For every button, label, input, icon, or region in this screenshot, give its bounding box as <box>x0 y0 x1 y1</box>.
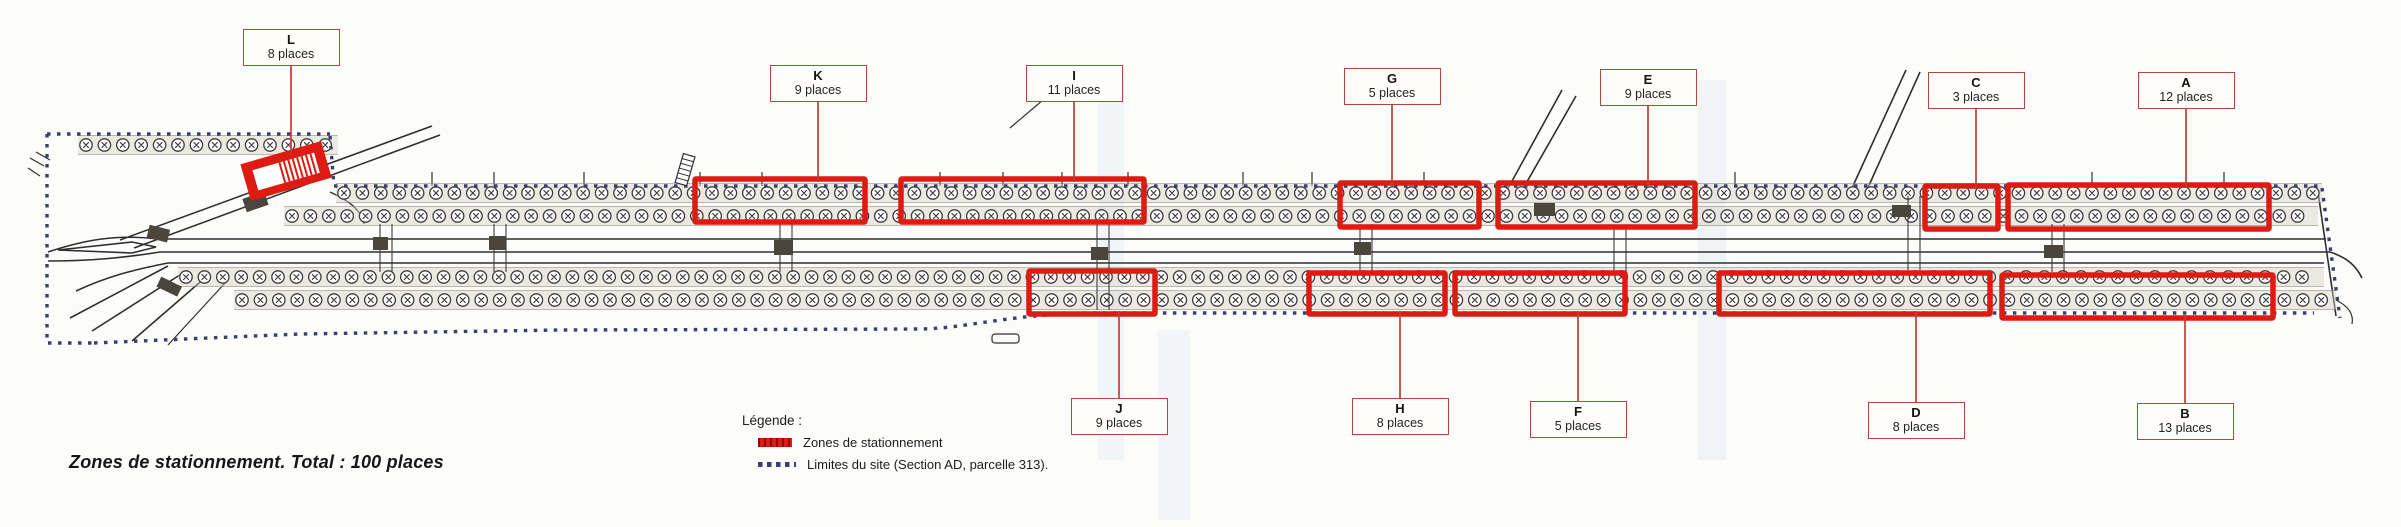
zone-label-H <box>1352 398 1449 435</box>
zone-places: 8 places <box>1376 416 1424 430</box>
zone-letter: I <box>1072 68 1076 83</box>
zone-label-F <box>1530 401 1627 438</box>
legend-item-label: Zones de stationnement <box>803 435 943 450</box>
zone-letter: C <box>1971 75 1981 90</box>
zone-label-G <box>1344 68 1441 105</box>
zone-swatch <box>758 438 792 447</box>
legend-heading: Légende : <box>742 413 803 428</box>
zone-letter: A <box>2181 75 2191 90</box>
boundary-dotted-swatch <box>758 462 796 467</box>
zone-label-L <box>243 29 340 66</box>
zone-places: 5 places <box>1368 86 1416 100</box>
zone-label-B <box>2137 403 2234 440</box>
zone-label-D <box>1868 402 1965 439</box>
zone-places: 12 places <box>2159 90 2213 104</box>
zone-places: 8 places <box>1892 420 1940 434</box>
zone-places: 9 places <box>794 83 842 97</box>
legend-item-limits <box>742 457 1048 472</box>
legend-item-zones <box>742 435 1048 450</box>
zone-label-I <box>1026 65 1123 102</box>
zone-letter: K <box>813 68 823 83</box>
zone-letter: D <box>1911 405 1921 420</box>
zone-letter: E <box>1643 72 1653 87</box>
zone-letter: B <box>2180 406 2190 421</box>
legend-item-label: Limites du site (Section AD, parcelle 313). <box>807 457 1049 472</box>
zone-places: 3 places <box>1952 90 2000 104</box>
zone-places: 13 places <box>2158 421 2212 435</box>
zone-places: 9 places <box>1095 416 1143 430</box>
zone-places: 5 places <box>1554 419 1602 433</box>
zone-letter: J <box>1115 401 1123 416</box>
zone-label-J <box>1071 398 1168 435</box>
zone-letter: L <box>287 32 295 47</box>
zone-places: 9 places <box>1624 87 1672 101</box>
zone-letter: F <box>1574 404 1582 419</box>
zone-label-A <box>2138 72 2235 109</box>
legend <box>742 413 1048 472</box>
zone-label-E <box>1600 69 1697 106</box>
zone-places: 11 places <box>1047 83 1101 97</box>
zone-label-K <box>770 65 867 102</box>
zone-label-C <box>1928 72 2025 109</box>
zone-letter: G <box>1386 71 1398 86</box>
zone-places: 8 places <box>267 47 315 61</box>
plan-title: Zones de stationnement. Total : 100 places <box>69 452 444 472</box>
zone-letter: H <box>1395 401 1405 416</box>
